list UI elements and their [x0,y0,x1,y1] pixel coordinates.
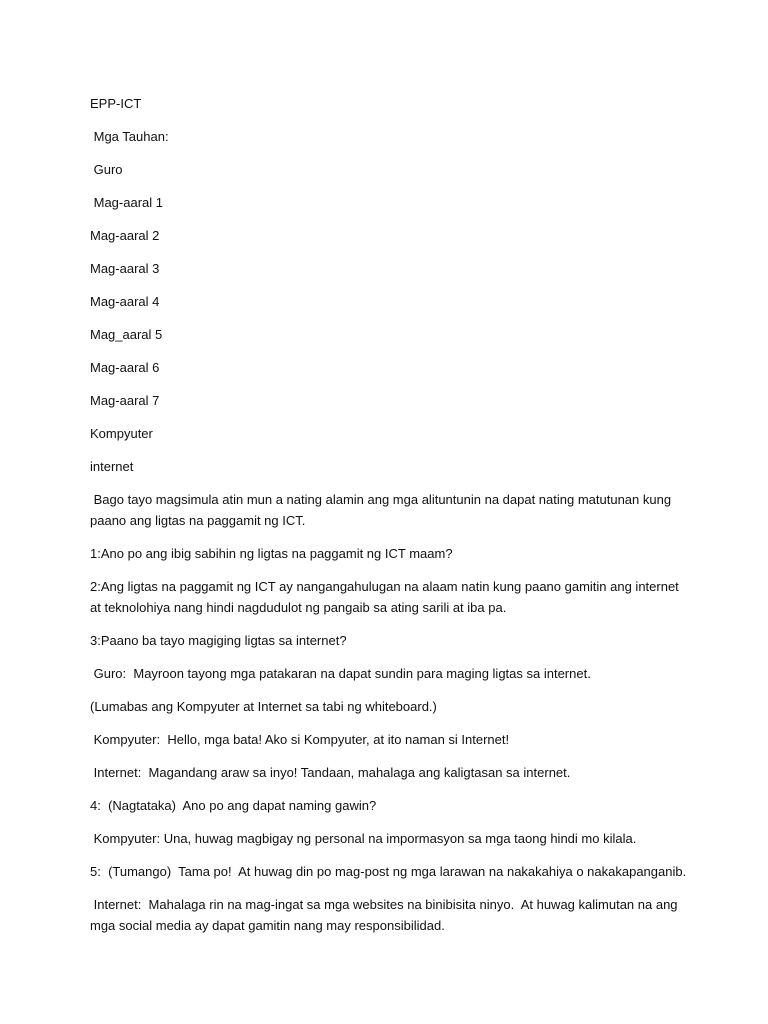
cast-item: Mag-aaral 4 [90,294,160,309]
cast-item: Mag-aaral 6 [90,360,160,375]
cast-item: Kompyuter [90,426,153,441]
dialogue-paragraph: Kompyuter: Hello, mga bata! Ako si Kompyuter, at ito naman si Internet! [90,732,510,747]
dialogue-paragraph: Kompyuter: Una, huwag magbigay ng personal na impormasyon sa mga taong hindi mo kilala. [90,831,637,846]
cast-heading: Mga Tauhan: [90,129,169,144]
document-body [90,93,690,948]
cast-item: internet [90,459,134,474]
dialogue-paragraph: 4: (Nagtataka) Ano po ang dapat naming gawin? [90,798,377,813]
dialogue-paragraph: 3:Paano ba tayo magiging ligtas sa internet? [90,633,347,648]
document-title: EPP-ICT [90,96,142,111]
dialogue-paragraph: Internet: Magandang araw sa inyo! Tandaan, mahalaga ang kaligtasan sa internet. [90,765,571,780]
cast-item: Mag-aaral 3 [90,261,160,276]
dialogue-paragraph: 1:Ano po ang ibig sabihin ng ligtas na paggamit ng ICT maam? [90,546,453,561]
cast-item: Guro [90,162,123,177]
cast-item: Mag_aaral 5 [90,327,163,342]
dialogue-paragraph: 5: (Tumango) Tama po! At huwag din po mag-post ng mga larawan na nakakahiya o nakakapanganib. [90,864,687,879]
dialogue-paragraph: Bago tayo magsimula atin mun a nating alamin ang mga alituntunin na dapat nating matutunan kung paano ang ligtas na paggamit ng ICT. [90,492,675,528]
dialogue-paragraph: Internet: Mahalaga rin na mag-ingat sa mga websites na binibisita ninyo. At huwag kalimutan na ang mga social media ay dapat gamitin nang may responsibilidad. [90,897,682,933]
dialogue-paragraph: 2:Ang ligtas na paggamit ng ICT ay nangangahulugan na alaam natin kung paano gamitin ang internet at teknolohiya nang hindi nagdudulot ng pangaib sa ating sarili at iba pa. [90,579,683,615]
cast-item: Mag-aaral 7 [90,393,160,408]
cast-item: Mag-aaral 1 [90,195,163,210]
dialogue-paragraph: Guro: Mayroon tayong mga patakaran na dapat sundin para maging ligtas sa internet. [90,666,591,681]
stage-direction: (Lumabas ang Kompyuter at Internet sa tabi ng whiteboard.) [90,699,437,714]
cast-item: Mag-aaral 2 [90,228,160,243]
